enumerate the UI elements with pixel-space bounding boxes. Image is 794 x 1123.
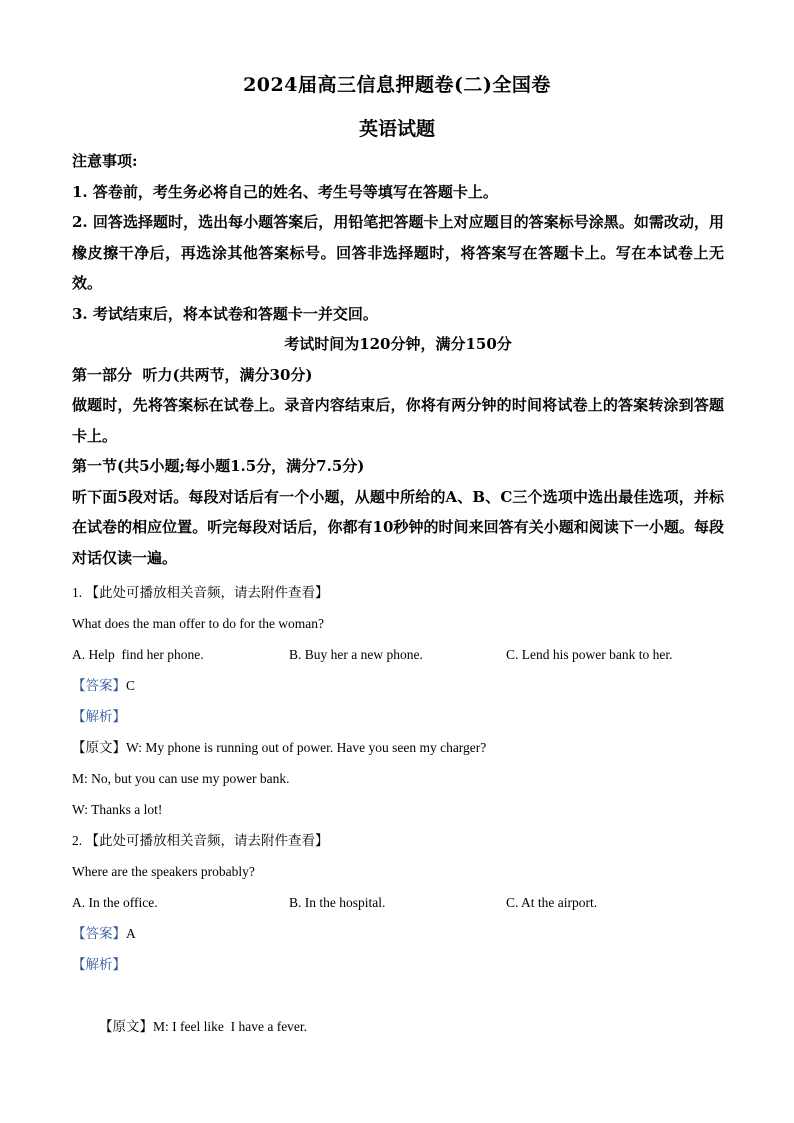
question-text: What does the man offer to do for the woman?	[72, 616, 325, 631]
transcript-text: M: I feel like I have a fever.	[153, 1019, 308, 1034]
notice-item-2: 2. 回答选择题时，选出每小题答案后，用铅笔把答题卡上对应题目的答案标号涂黑。如需改动，用橡皮擦干净后，再选涂其他答案标号。回答非选择题时，将答案写在答题卡上。写在本试卷上无效。	[72, 213, 724, 292]
transcript-label: 【原文】	[99, 1019, 153, 1034]
answer-value: C	[126, 678, 136, 693]
exam-time-info: 考试时间为120分钟，满分150分	[284, 335, 512, 353]
answer-value: A	[126, 926, 136, 941]
notice-item-3: 3. 考试结束后，将本试卷和答题卡一并交回。	[72, 304, 378, 323]
section1-instruction: 听下面5段对话。每段对话后有一个小题，从题中所给的A、B、C三个选项中选出最佳选项，并标在试卷的相应位置。听完每段对话后，你都有10秒钟的时间来回答有关小题和阅读下一小题。每段对话仅读一遍。	[72, 487, 724, 567]
answer-line	[72, 918, 724, 949]
notice-item-1: 1. 答卷前，考生务必将自己的姓名、考生号等填写在答题卡上。	[72, 182, 498, 201]
transcript-line: M: No, but you can use my power bank.	[72, 771, 290, 786]
option-b: B. In the hospital.	[289, 895, 386, 910]
option-b: B. Buy her a new phone.	[289, 647, 423, 662]
section1-heading: 第一节(共5小题;每小题1.5分，满分7.5分)	[72, 457, 365, 475]
answer-label: 【答案】	[72, 926, 126, 941]
question-block-1	[72, 577, 724, 825]
page-subtitle: 英语试题	[358, 118, 435, 140]
part1-instruction: 做题时，先将答案标在试卷上。录音内容结束后，你将有两分钟的时间将试卷上的答案转涂到答题卡上。	[72, 396, 724, 445]
transcript-line: W: Thanks a lot!	[72, 802, 163, 817]
option-list	[72, 887, 724, 918]
transcript-label: 【原文】	[72, 740, 126, 755]
question-block-2	[72, 825, 724, 1073]
document-body	[72, 146, 724, 1073]
transcript-text: W: My phone is running out of power. Have you seen my charger?	[126, 740, 487, 755]
analysis-label: 【解析】	[72, 709, 126, 724]
transcript-line	[72, 732, 724, 763]
analysis-line	[72, 949, 724, 980]
option-a: A. Help find her phone.	[72, 647, 204, 662]
notice-heading: 注意事项:	[72, 152, 138, 170]
answer-line	[72, 670, 724, 701]
option-c: C. At the airport.	[506, 895, 598, 910]
option-a: A. In the office.	[72, 895, 158, 910]
option-c: C. Lend his power bank to her.	[506, 647, 673, 662]
part1-heading: 第一部分 听力(共两节，满分30分)	[72, 365, 313, 384]
question-text: Where are the speakers probably?	[72, 864, 255, 879]
audio-note: 1. 【此处可播放相关音频，请去附件查看】	[72, 585, 329, 600]
transcript-line	[72, 980, 724, 1073]
analysis-label: 【解析】	[72, 957, 126, 972]
analysis-line	[72, 701, 724, 732]
page-title: 2024届高三信息押题卷(二)全国卷	[243, 74, 551, 96]
option-list	[72, 639, 724, 670]
audio-note: 2. 【此处可播放相关音频，请去附件查看】	[72, 833, 329, 848]
answer-label: 【答案】	[72, 678, 126, 693]
